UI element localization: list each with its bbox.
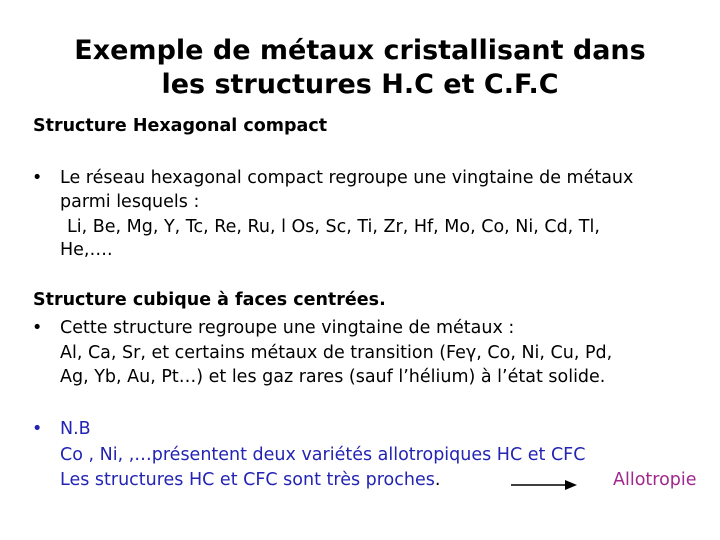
allotropie-label: Allotropie [613, 470, 697, 490]
nb-bullet: • [32, 419, 43, 439]
nb-line-2-period: . [434, 470, 441, 490]
hc-line-2: parmi lesquels : [60, 192, 200, 212]
hc-heading: Structure Hexagonal compact [33, 116, 328, 136]
slide-title [0, 34, 720, 102]
cfc-line-1: Cette structure regroupe une vingtaine de métaux : [60, 318, 515, 338]
nb-line-1: Co , Ni, ,…présentent deux variétés allotropiques HC et CFC [60, 445, 586, 465]
title-line-2: les structures H.C et C.F.C [161, 69, 559, 100]
title-line-1: Exemple de métaux cristallisant dans [74, 35, 646, 66]
nb-line-2-text: Les structures HC et CFC sont très proches [60, 470, 435, 490]
cfc-metals-line-2: Ag, Yb, Au, Pt…) et les gaz rares (sauf l’hélium) à l’état solide. [60, 367, 606, 387]
nb-label: N.B [60, 419, 91, 439]
cfc-heading: Structure cubique à faces centrées. [33, 290, 386, 310]
cfc-metals-line-1: Al, Ca, Sr, et certains métaux de transition (Feγ, Co, Ni, Cu, Pd, [60, 343, 613, 363]
nb-line-2 [60, 470, 440, 490]
cfc-bullet: • [32, 318, 43, 338]
hc-metals-line-2: He,…. [60, 240, 113, 260]
hc-bullet: • [32, 168, 43, 188]
hc-metals-line-1: Li, Be, Mg, Y, Tc, Re, Ru, l Os, Sc, Ti, Zr, Hf, Mo, Co, Ni, Cd, Tl, [67, 217, 600, 237]
right-arrow-icon [511, 479, 577, 491]
hc-line-1: Le réseau hexagonal compact regroupe une vingtaine de métaux [60, 168, 634, 188]
